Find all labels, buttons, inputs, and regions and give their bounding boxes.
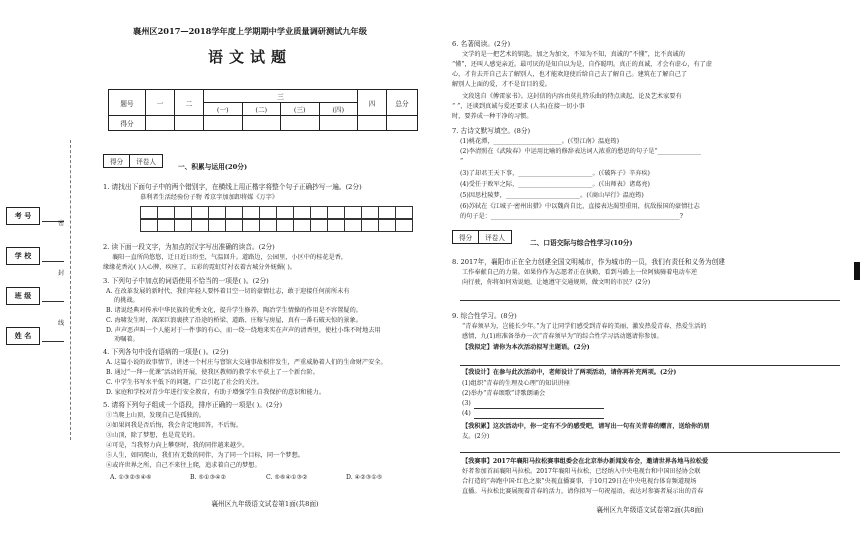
page-footer: 襄州区九年级语文试卷第2面(共8面) [596,506,704,514]
task-text: 合打造的“奔跑中国·红色之旅”央视直播赛事，于10月29日在中央电视台体育频道现场 [462,478,697,485]
binding-line [42,301,64,302]
question-8-text: 工作奉献自己的力量。如果你作为志愿者正在执勤，看到马路上一位阿姨骑着电动车逆 [462,269,698,276]
option-b: B. 诸说经典对传承中华民族的优秀文化，提升学生修养，陶冶学生情操的作用是不容置疑的。 [106,307,362,314]
task-text: 直播。马拉松比赛展现着青春的活力，请你拟写一句祝福语，表达对参赛者展示出的青春 [462,488,704,495]
seal-dotted-line [70,140,71,440]
score-cell [281,116,320,131]
scorer-reviewer-label: 评卷人 [485,234,505,242]
activity-item: (1)组织“青春的生理及心理”的知识讲座 [462,380,570,387]
question-1: 1. 请找出下面句子中的两个错别字，在横线上用正楷字将整个句子正确抄写一遍。(2分) [103,183,362,191]
score-sub-cell: (二) [242,103,281,116]
answer-line [460,300,840,301]
task-text: 好者参加首届襄阳马拉松。2017年襄阳马拉松，已经纳入中央电视台和中国田径协会联 [462,468,701,475]
option-a: A. 在改革发展的新时代，我们年轻人要怀着目空一切的豪情壮志，敢于迎接任何前所未有 [106,288,350,295]
fill-item: (2)李清照在《武陵春》中运用比喻的修辞表达词人浓重的愁思的句子是“______________ [460,148,701,155]
answer-line [474,418,604,419]
subject-title: 语文试题 [207,48,292,66]
answer-option: B. ⑤①③④② [190,474,227,481]
option-a-cont: 的挑战。 [114,297,139,304]
answer-option: C. ⑤⑥④①③② [266,474,308,481]
score-header-cell: 题号 [109,90,146,116]
fill-item: (4)受任于败军之际，________________________。(《出师表》诸葛亮) [460,181,650,188]
question-2-text: 缘缘花香沁( )人心脾，疾座了，五彩的霓虹灯衬衣着古城分外妩媚( )。 [103,264,297,271]
sentence-item: ②如果问我是否后悔，我会肯定地回答，不后悔。 [106,422,243,429]
binding-label: 学 校 [6,247,40,265]
option-c: C. 中学生书写水平低下的问题，广泛引起了社会的关注。 [106,379,263,386]
question-1-sentence: 慕利者生活经验份子物 希京字加加卸将媒《万字》 [140,194,279,201]
binding-line [42,341,64,342]
option-b: B. 通过“一拜一优课”活动的开展，使我区教师的教学水平获上了一个新台阶。 [106,369,319,376]
question-3: 3. 下列句子中加点的词语使用不恰当的一项是( )。(2分) [103,277,269,285]
task-heading: 【我设计】在参与此次活动中，老师设计了两项活动，请你再补充两项。(2分) [462,369,677,376]
passage-line: 文段选自《傅雷家书》。这封信的内容由莫扎特乐曲的特点谈起，论及艺术家要有 [462,93,682,100]
scorer-box [103,154,163,168]
fill-item: (6)苏轼在《江城子·密州出猎》中以魏尚自比，直接表达渴望重用，抗敌报国的豪情壮志 [460,203,700,210]
passage-line: 时，要养成一种干净的习惯。 [452,113,533,120]
question-7: 7. 古诗文默写填空。(8分) [452,127,531,135]
binding-label: 班 级 [6,287,40,305]
question-9-text: 感情，九(1)班准备举办一次“青春须早为”的综合性学习活动邀请你参加。 [462,333,663,340]
seal-mark: 线 [58,320,65,327]
fill-item: 的句子是：_____________________________________________________________? [460,213,683,220]
page-right [440,0,860,553]
score-cell [204,116,243,131]
scan-edge-mark [854,262,860,280]
score-cell [319,116,358,131]
passage-line: 文学的是一把艺术的钥匙，加之为加文，不知为不知，真诚的“不懂”，比不真诚的 [462,51,685,58]
sentence-item: ①当爬上山顶，发现自己是孤独的。 [106,412,205,419]
answer-option: A. ①③②⑤④⑥ [110,474,152,481]
question-8: 8. 2017年，襄阳市正在全力创建全国文明城市，作为城市的一员，我们有责任和义务为创建 [452,258,725,266]
score-sub-cell: (三) [281,103,320,116]
score-header-cell: 总分 [387,90,418,116]
sentence-item: ⑤人生，如同爬山，我们有无数的同伴，为了同一个目标，同一个梦想。 [106,452,304,459]
activity-item: (3) [462,400,471,407]
sentence-item: ③山顶，除了梦想，也是荒芜的。 [106,432,199,439]
score-header-cell: 二 [175,90,204,116]
question-6: 6. 名著阅读。(2分) [452,40,511,48]
activity-item: (4) [462,410,471,417]
activity-item: (2)举办“青春颂歌”诗歌朗诵会 [462,390,546,397]
fill-item: (3)了却君王天下事，________________________。(《破阵子》辛弃疾) [460,170,650,177]
question-5: 5. 请将下列句子组成一个语段，排序正确的一项是( )。(2分) [103,401,283,409]
score-row-label: 得分 [109,116,146,131]
answer-line [460,365,840,366]
score-table [108,89,418,131]
passage-line: 解别人上面的爱，才不是盲目的爱。 [452,81,551,88]
scorer-reviewer-label: 评卷人 [136,158,156,166]
scorer-score-label: 得分 [104,155,130,167]
seal-mark: 密 [58,220,65,227]
binding-label: 姓 名 [6,327,40,345]
option-d-cont: 劝嘱着。 [114,336,139,343]
scorer-box [452,230,512,244]
binding-line [42,261,64,262]
sentence-item: ④可是，当我努力向上攀登时，我的同伴越来越少。 [106,442,249,449]
fill-item: (5)因思杜陵梦，________________________。(《商山早行》温庭筠) [460,192,644,199]
fill-item: (1)桃花潭，______________________。(《望江南》温庭筠) [460,138,619,145]
exam-title: 襄州区2017—2018学年度上学期期中学业质量调研测试九年级 [133,26,367,36]
score-cell [358,116,387,131]
score-header-cell: 四 [358,90,387,116]
fill-item: ” [460,158,464,165]
passage-line: 心，才肯去开自己去了解别人，也才能欢迎使后给自己去了解自己。建筑在了解自己了 [452,71,688,78]
score-sub-cell: (四) [319,103,358,116]
question-4: 4. 下列各句中没有语病的一项是( )。(2分) [103,348,229,356]
option-d: D. 家庭和学校对青少年进行安全教育，有助于增强学生自我保护的意识和能力。 [106,389,326,396]
seal-mark: 封 [58,270,65,277]
task-heading: 【我拟定】请你为本次活动拟写主题语。(2分) [462,344,590,351]
task-heading: 【我赛事】2017年襄阳马拉松赛事组委会在北京举办新闻发布会，邀请世界各地马拉松爱 [462,458,709,465]
option-a: A. 这篇小说的故事情节，讲述一个村庄与窨馆大交通事故相伴发生，严重威胁着人们的生命财产安全。 [106,359,387,366]
passage-line: “ ”，还谈到真诚与爱还要求 (人名)在接一切小事 [452,103,585,110]
option-c: C. 海啸发生时，深深巨浪裹挟了沿途的桥梁、道路、庄稼与房屋，真有一番石破天惊的景象。 [106,317,362,324]
question-9-text: “青春须早为，岂能长少年。”为了让同学们感受到青春的美丽，激发热爱青春、热爱生活的 [462,323,707,330]
score-header-cell: 一 [146,90,175,116]
section-heading: 一、积累与运用(20分) [178,163,248,171]
section-heading: 二、口语交际与综合性学习(10分) [530,239,633,247]
answer-line [460,452,840,453]
scorer-score-label: 得分 [453,231,479,243]
sentence-item: ⑥或许世界之所，自己不来往上爬，追求着自己的梦想。 [106,462,261,469]
question-9: 9. 综合性学习。(8分) [452,312,517,320]
task-heading: 【我积累】这次活动中，你一定有不少的感受吧，请写出一句有关青春的赠言，送给你的朋 [462,423,710,430]
score-sub-cell: (一) [204,103,243,116]
option-d: D. 声声恶声叫一个人能对于一件事的有心，而一绕一绕地来实在声声的清香里，使杜小珠不时地去用 [106,327,381,334]
page-footer: 襄州区九年级语文试卷第1面(共8面) [211,500,319,508]
question-2: 2. 读下面一段文字，为加点的汉字写出准确的读音。(2分) [103,243,275,251]
score-header-cell: 三 [204,90,358,103]
score-cell [146,116,175,131]
answer-line [474,408,604,409]
score-cell [175,116,204,131]
passage-line: “懂”，还叫人感觉亲近。最可厌的是知自以为是，自作聪明。真正的真诚，才会有虚心，有了虚 [452,61,713,68]
question-8-text: 向行驶，你将如何劝说她，让她遵守交通规则，做文明的市民？(2分) [462,279,651,286]
binding-label: 考 号 [6,207,40,225]
question-2-text: 襄阳一直所尚悠悠，迁日近日纷至，气温回升。道路边，公园里，小区中的桂花是香， [112,254,348,261]
task-text: 友。(2分) [462,433,490,440]
writing-grid [140,218,413,232]
score-cell [242,116,281,131]
binding-strip [0,155,70,395]
score-cell [387,116,418,131]
answer-option: D. ④②③①⑤ [346,474,383,481]
